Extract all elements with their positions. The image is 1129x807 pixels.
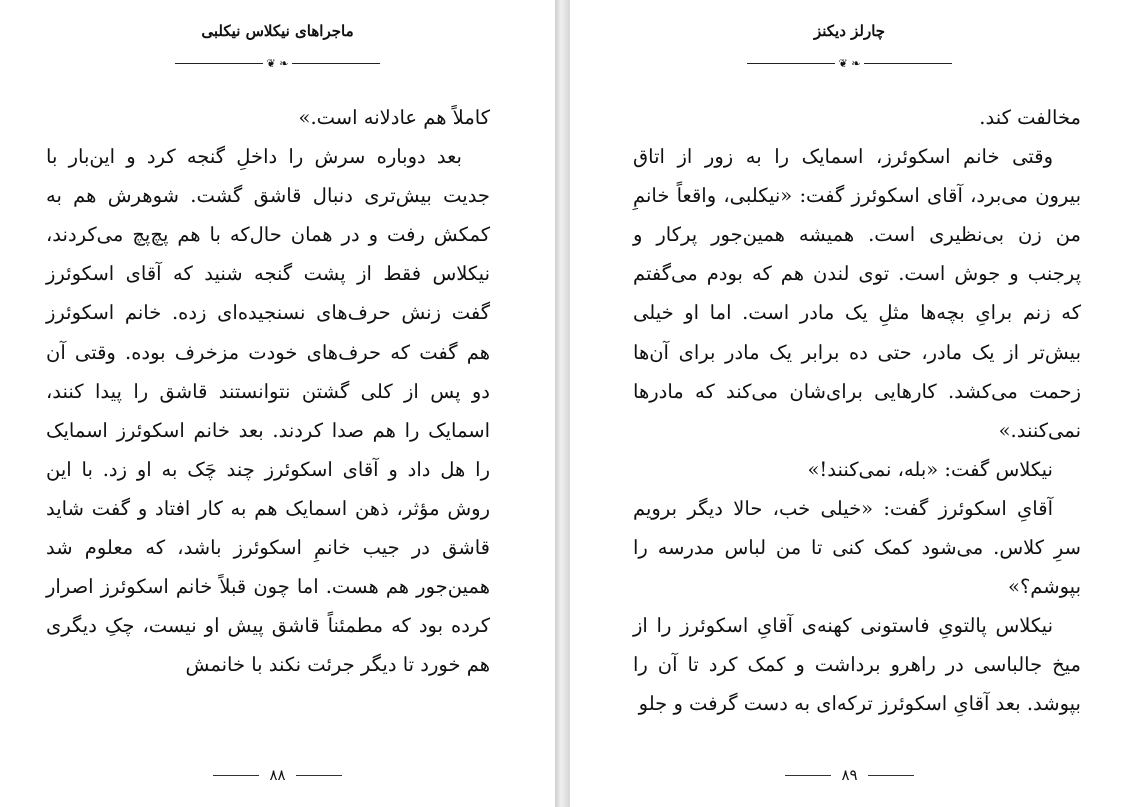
footer-line [213, 775, 259, 776]
page-body-text [46, 98, 490, 684]
page-number: ۸۹ [841, 766, 858, 784]
footer-line [868, 775, 914, 776]
footer-line [296, 775, 342, 776]
footer-line [785, 775, 831, 776]
ornament-flourish-icon: ❦ ❧ [266, 57, 289, 70]
paragraph: وقتی خانم اسکوئرز، اسمایک را به زور از اتاق بیرون می‌برد، آقای اسکوئرز گفت: «نیکلبی، واقعاً خانمِ من زن بی‌نظیری است. همیشه همین‌جور پرکار و پرجنب و جوش است. توی لندن هم که بودم می‌گفتم که زنم برایِ بچه‌ها مثلِ یک مادر است. اما او خیلی بیش‌تر از یک مادر، حتی ده برابر یک مادر برای آن‌ها زحمت می‌کشد. کارهایی برای‌شان می‌کند که مادرها نمی‌کنند.» [633, 145, 1081, 442]
right-page [570, 0, 1129, 807]
book-gutter [555, 0, 570, 807]
ornament-flourish-icon: ❦ ❧ [838, 57, 861, 70]
paragraph: بعد دوباره سرش را داخلِ گنجه کرد و این‌بار با جدیت بیش‌تری دنبال قاشق گشت. شوهرش هم به کمکش رفت و در همان حال‌که با هم پچ‌پچ می‌کردند، نیکلاس فقط از پشت گنجه شنید که آقای اسکوئرز گفت زنش حرف‌های نسنجیده‌ای زده. خانم اسکوئرز هم گفت که حرف‌های خودت مزخرف بوده. وقتی آن دو پس از کلی گشتن نتوانستند قاشق را پیدا کنند، اسمایک را هم صدا کردند. بعد خانم اسکوئرز اسمایک را هل داد و آقای اسکوئرز چند چَک به او زد. با این روش مؤثر، ذهن اسمایک هم به کار افتاد و گفت شاید قاشق در جیب خانمِ اسکوئرز باشد، که معلوم شد همین‌جور هم هست. اما چون قبلاً خانم اسکوئرز اصرار کرده بود که مطمئناً قاشق پیش او نیست، چکِ دیگری هم خورد تا دیگر جرئت نکند با خانمش [46, 145, 490, 677]
header-ornament [570, 58, 1129, 69]
ornament-line [175, 63, 263, 64]
page-number: ۸۸ [269, 766, 286, 784]
paragraph: آقایِ اسکوئرز گفت: «خیلی خب، حالا دیگر برویم سرِ کلاس. می‌شود کمک کنی تا من لباس مدرسه را بپوشم؟» [633, 496, 1081, 599]
ornament-line [864, 63, 952, 64]
paragraph: نیکلاس پالتویِ فاستونی کهنه‌ی آقایِ اسکوئرز را از میخ جالباسی در راهرو برداشت و کمک کرد تا آن را بپوشد. بعد آقایِ اسکوئرز ترکه‌ای به دست گرفت و جلو [633, 614, 1081, 716]
ornament-line [292, 63, 380, 64]
page-body-text [633, 98, 1081, 724]
left-page [0, 0, 555, 807]
paragraph: کاملاً هم عادلانه است.» [298, 106, 490, 129]
page-footer [570, 766, 1129, 784]
running-header-book-title: ماجراهای نیکلاس نیکلبی [201, 22, 354, 40]
header-ornament [0, 58, 555, 69]
paragraph: مخالفت کند. [979, 106, 1081, 129]
page-footer [0, 766, 555, 784]
paragraph: نیکلاس گفت: «بله، نمی‌کنند!» [807, 457, 1053, 481]
ornament-line [747, 63, 835, 64]
running-header-author: چارلز دیکنز [813, 22, 886, 40]
